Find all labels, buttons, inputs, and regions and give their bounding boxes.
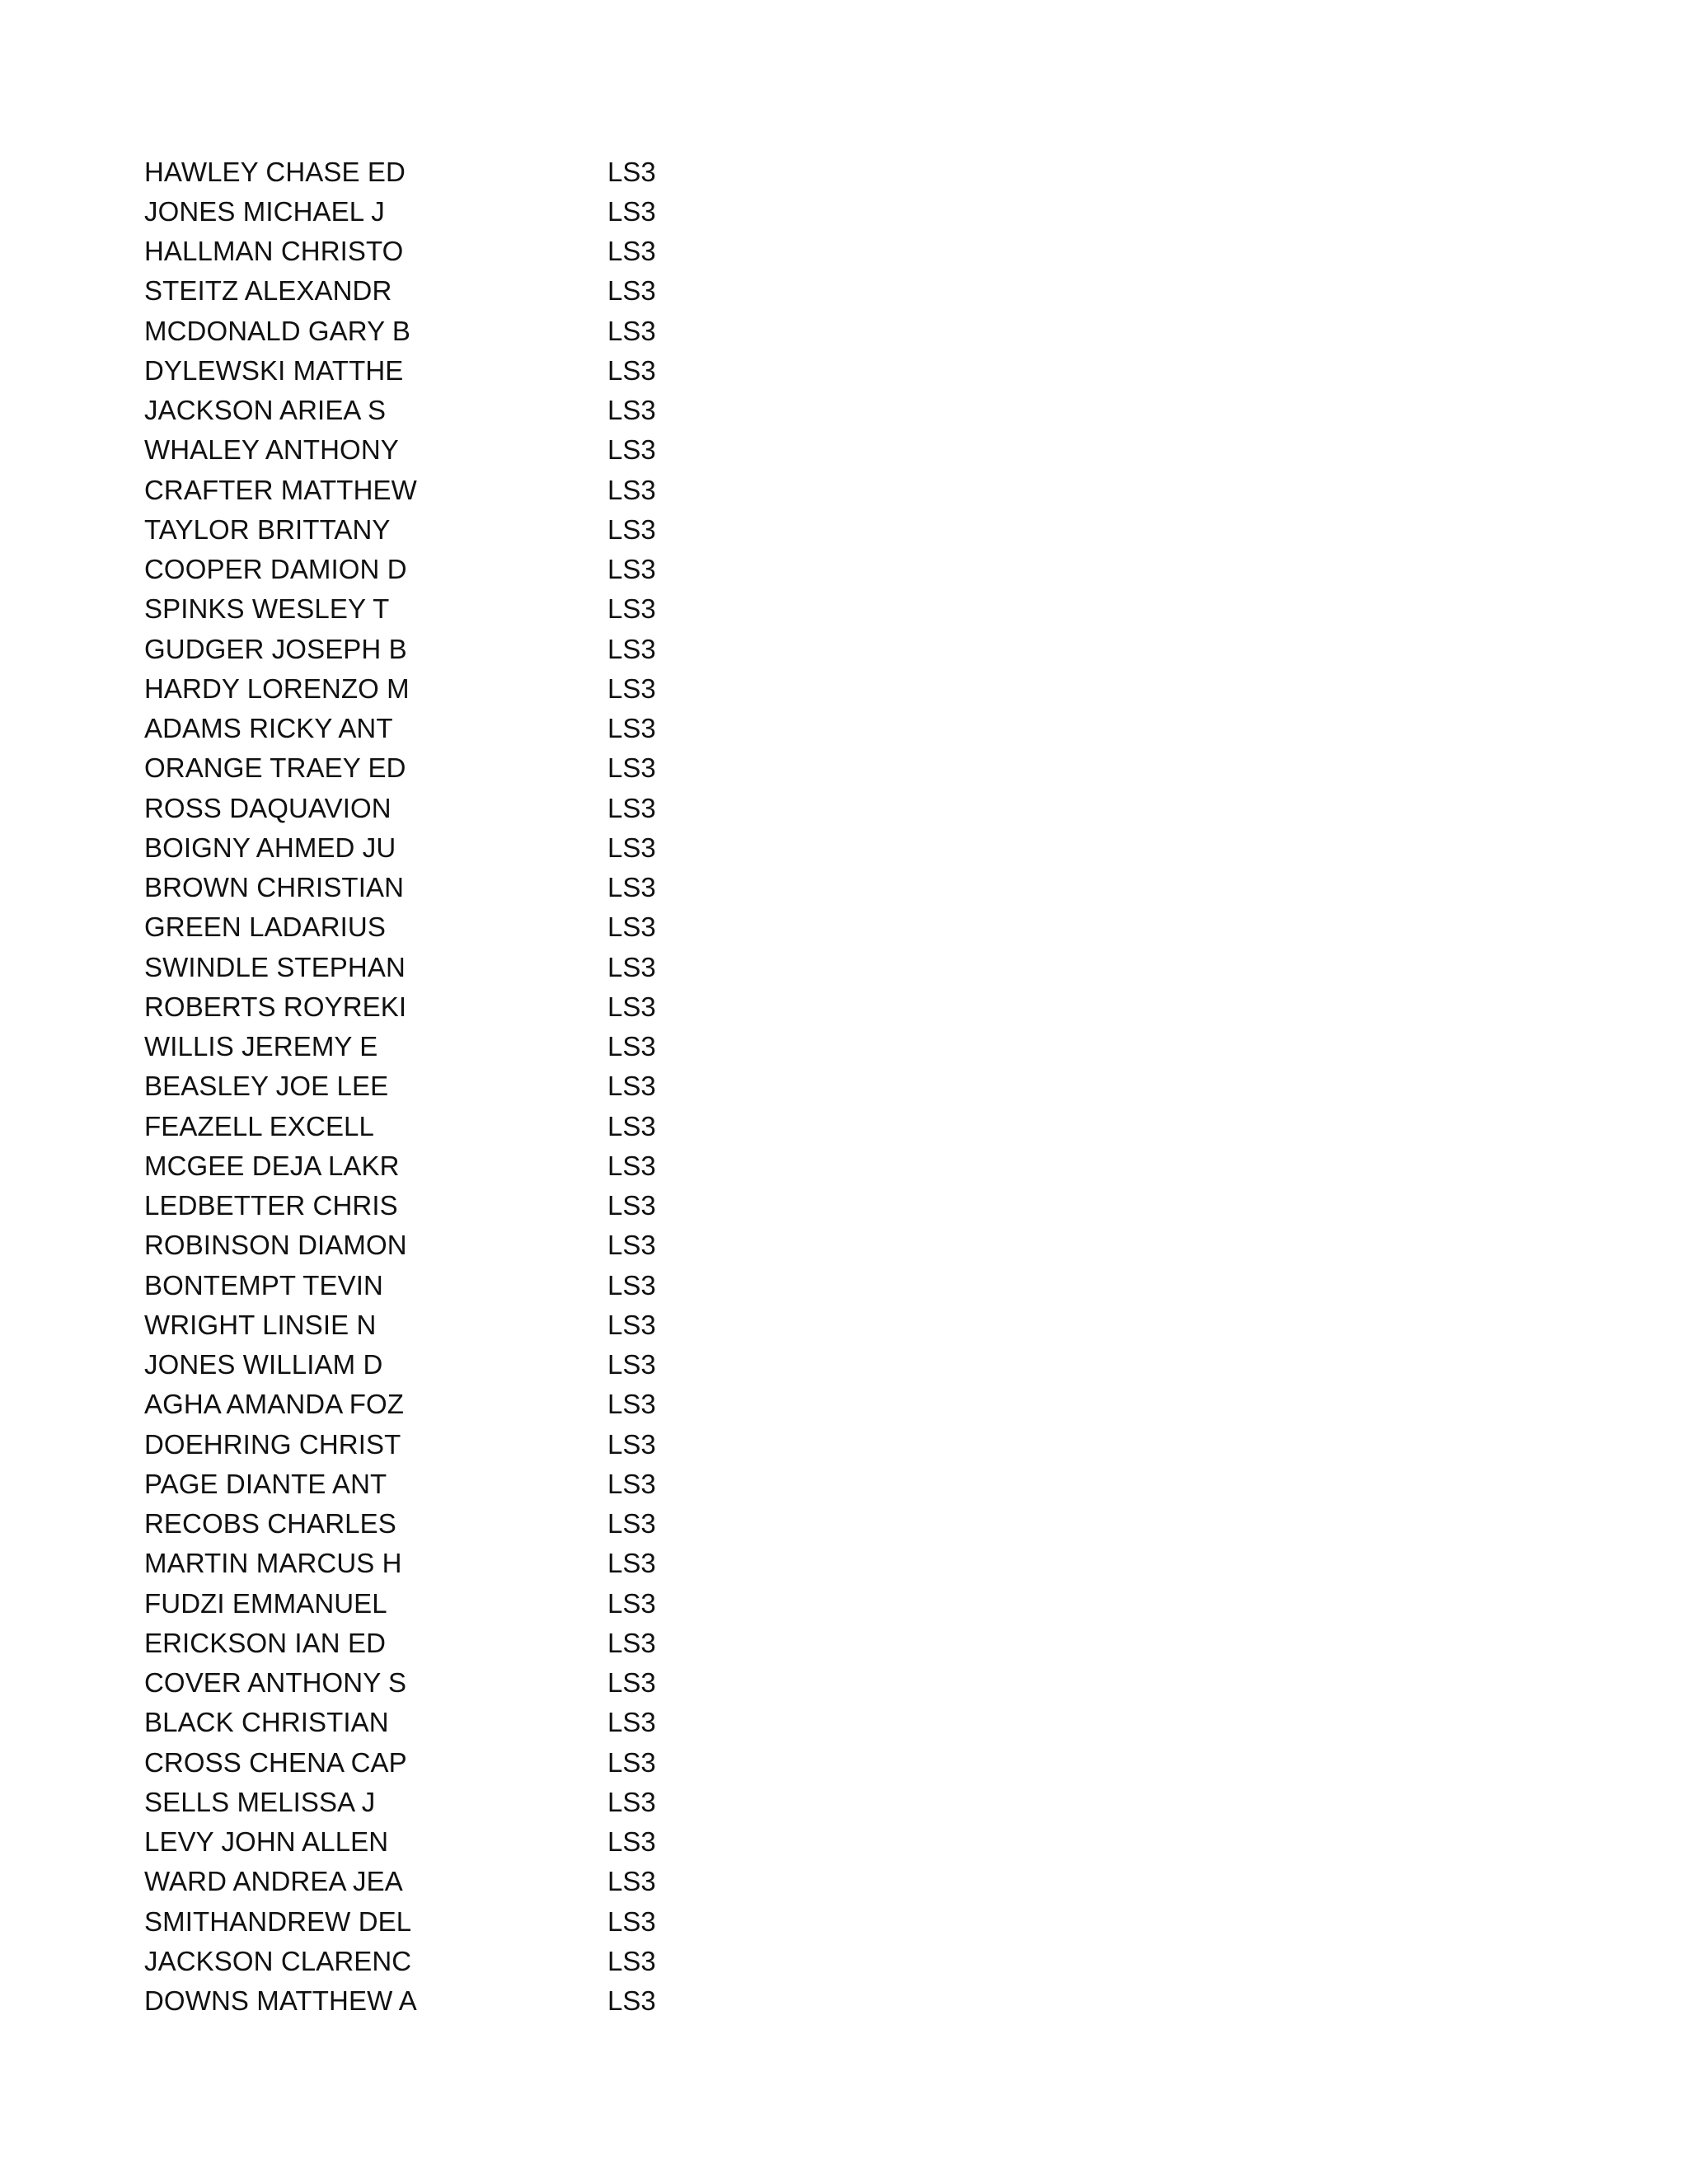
status-code: LS3 xyxy=(607,1667,656,1699)
list-item xyxy=(144,668,721,708)
list-item xyxy=(144,868,721,907)
status-code: LS3 xyxy=(607,1230,656,1261)
person-name: SWINDLE STEPHAN xyxy=(144,951,406,982)
list-item xyxy=(144,470,721,509)
status-code: LS3 xyxy=(607,315,656,346)
person-name: COVER ANTHONY S xyxy=(144,1667,407,1699)
status-code: LS3 xyxy=(607,752,656,784)
status-code: LS3 xyxy=(607,474,656,505)
person-name: FUDZI EMMANUEL xyxy=(144,1587,387,1619)
person-name: BROWN CHRISTIAN xyxy=(144,872,404,903)
person-name: CROSS CHENA CAP xyxy=(144,1746,407,1778)
list-item xyxy=(144,1782,721,1821)
status-code: LS3 xyxy=(607,872,656,903)
status-code: LS3 xyxy=(607,1428,656,1460)
list-item xyxy=(144,232,721,271)
status-code: LS3 xyxy=(607,1071,656,1102)
list-item xyxy=(144,1424,721,1464)
status-code: LS3 xyxy=(607,1309,656,1340)
list-item xyxy=(144,1583,721,1623)
list-item xyxy=(144,947,721,987)
person-name: MCGEE DEJA LAKR xyxy=(144,1150,400,1181)
list-item xyxy=(144,1066,721,1106)
person-name: CRAFTER MATTHEW xyxy=(144,474,417,505)
status-code: LS3 xyxy=(607,633,656,664)
status-code: LS3 xyxy=(607,554,656,585)
person-name: JACKSON ARIEA S xyxy=(144,395,387,426)
person-name: DYLEWSKI MATTHE xyxy=(144,354,404,386)
person-name: ROSS DAQUAVION xyxy=(144,792,392,823)
person-name: HAWLEY CHASE ED xyxy=(144,156,406,187)
status-code: LS3 xyxy=(607,1627,656,1658)
status-code: LS3 xyxy=(607,513,656,545)
status-code: LS3 xyxy=(607,1508,656,1540)
name-code-list xyxy=(144,152,721,2021)
person-name: BOIGNY AHMED JU xyxy=(144,832,396,863)
status-code: LS3 xyxy=(607,1349,656,1380)
list-item xyxy=(144,1742,721,1782)
status-code: LS3 xyxy=(607,792,656,823)
person-name: MCDONALD GARY B xyxy=(144,315,411,346)
status-code: LS3 xyxy=(607,1985,656,2017)
list-item xyxy=(144,748,721,788)
list-item xyxy=(144,1504,721,1544)
list-item xyxy=(144,1265,721,1305)
person-name: BLACK CHRISTIAN xyxy=(144,1707,389,1738)
person-name: STEITZ ALEXANDR xyxy=(144,275,392,307)
list-item xyxy=(144,1106,721,1146)
person-name: WRIGHT LINSIE N xyxy=(144,1309,377,1340)
person-name: SELLS MELISSA J xyxy=(144,1786,376,1817)
list-item xyxy=(144,1345,721,1385)
person-name: WARD ANDREA JEA xyxy=(144,1866,403,1897)
status-code: LS3 xyxy=(607,673,656,704)
list-item xyxy=(144,1305,721,1344)
person-name: SMITHANDREW DEL xyxy=(144,1905,412,1937)
person-name: WHALEY ANTHONY xyxy=(144,434,399,466)
list-item xyxy=(144,1186,721,1226)
person-name: RECOBS CHARLES xyxy=(144,1508,396,1540)
status-code: LS3 xyxy=(607,236,656,267)
status-code: LS3 xyxy=(607,1826,656,1858)
person-name: AGHA AMANDA FOZ xyxy=(144,1389,405,1420)
person-name: SPINKS WESLEY T xyxy=(144,593,390,625)
status-code: LS3 xyxy=(607,1269,656,1301)
person-name: HARDY LORENZO M xyxy=(144,673,410,704)
status-code: LS3 xyxy=(607,434,656,466)
list-item xyxy=(144,1027,721,1066)
person-name: WILLIS JEREMY E xyxy=(144,1031,378,1062)
status-code: LS3 xyxy=(607,395,656,426)
status-code: LS3 xyxy=(607,1866,656,1897)
status-code: LS3 xyxy=(607,1468,656,1499)
status-code: LS3 xyxy=(607,991,656,1022)
person-name: JACKSON CLARENC xyxy=(144,1945,412,1976)
list-item xyxy=(144,1663,721,1703)
list-item xyxy=(144,1385,721,1424)
person-name: TAYLOR BRITTANY xyxy=(144,513,391,545)
person-name: GREEN LADARIUS xyxy=(144,912,386,943)
list-item xyxy=(144,430,721,470)
list-item xyxy=(144,827,721,867)
list-item xyxy=(144,271,721,311)
status-code: LS3 xyxy=(607,951,656,982)
list-item xyxy=(144,1226,721,1265)
list-item xyxy=(144,1623,721,1662)
status-code: LS3 xyxy=(607,912,656,943)
list-item xyxy=(144,550,721,589)
list-item xyxy=(144,1901,721,1941)
status-code: LS3 xyxy=(607,1548,656,1579)
status-code: LS3 xyxy=(607,1110,656,1141)
status-code: LS3 xyxy=(607,1587,656,1619)
list-item xyxy=(144,1862,721,1901)
list-item xyxy=(144,311,721,350)
status-code: LS3 xyxy=(607,713,656,744)
list-item xyxy=(144,152,721,191)
list-item xyxy=(144,1981,721,2021)
list-item xyxy=(144,1544,721,1583)
person-name: BONTEMPT TEVIN xyxy=(144,1269,383,1301)
status-code: LS3 xyxy=(607,1905,656,1937)
list-item xyxy=(144,191,721,231)
status-code: LS3 xyxy=(607,1786,656,1817)
person-name: FEAZELL EXCELL xyxy=(144,1110,374,1141)
person-name: JONES MICHAEL J xyxy=(144,195,385,227)
person-name: PAGE DIANTE ANT xyxy=(144,1468,387,1499)
person-name: MARTIN MARCUS H xyxy=(144,1548,402,1579)
status-code: LS3 xyxy=(607,1389,656,1420)
status-code: LS3 xyxy=(607,832,656,863)
list-item xyxy=(144,788,721,827)
list-item xyxy=(144,1464,721,1503)
list-item xyxy=(144,589,721,629)
list-item xyxy=(144,1146,721,1185)
person-name: LEDBETTER CHRIS xyxy=(144,1190,398,1221)
person-name: DOEHRING CHRIST xyxy=(144,1428,401,1460)
list-item xyxy=(144,1822,721,1862)
person-name: ADAMS RICKY ANT xyxy=(144,713,393,744)
person-name: ROBERTS ROYREKI xyxy=(144,991,407,1022)
status-code: LS3 xyxy=(607,1746,656,1778)
status-code: LS3 xyxy=(607,1707,656,1738)
person-name: BEASLEY JOE LEE xyxy=(144,1071,389,1102)
person-name: COOPER DAMION D xyxy=(144,554,407,585)
status-code: LS3 xyxy=(607,593,656,625)
list-item xyxy=(144,1941,721,1980)
list-item xyxy=(144,391,721,430)
list-item xyxy=(144,907,721,947)
status-code: LS3 xyxy=(607,354,656,386)
list-item xyxy=(144,350,721,390)
person-name: ERICKSON IAN ED xyxy=(144,1627,387,1658)
list-item xyxy=(144,709,721,748)
person-name: ORANGE TRAEY ED xyxy=(144,752,406,784)
status-code: LS3 xyxy=(607,1945,656,1976)
person-name: HALLMAN CHRISTO xyxy=(144,236,404,267)
status-code: LS3 xyxy=(607,1190,656,1221)
status-code: LS3 xyxy=(607,156,656,187)
person-name: ROBINSON DIAMON xyxy=(144,1230,407,1261)
list-item xyxy=(144,1703,721,1742)
person-name: JONES WILLIAM D xyxy=(144,1349,383,1380)
list-item xyxy=(144,987,721,1026)
list-item xyxy=(144,629,721,668)
status-code: LS3 xyxy=(607,275,656,307)
person-name: LEVY JOHN ALLEN xyxy=(144,1826,389,1858)
status-code: LS3 xyxy=(607,195,656,227)
person-name: GUDGER JOSEPH B xyxy=(144,633,407,664)
list-item xyxy=(144,509,721,549)
person-name: DOWNS MATTHEW A xyxy=(144,1985,417,2017)
status-code: LS3 xyxy=(607,1150,656,1181)
status-code: LS3 xyxy=(607,1031,656,1062)
